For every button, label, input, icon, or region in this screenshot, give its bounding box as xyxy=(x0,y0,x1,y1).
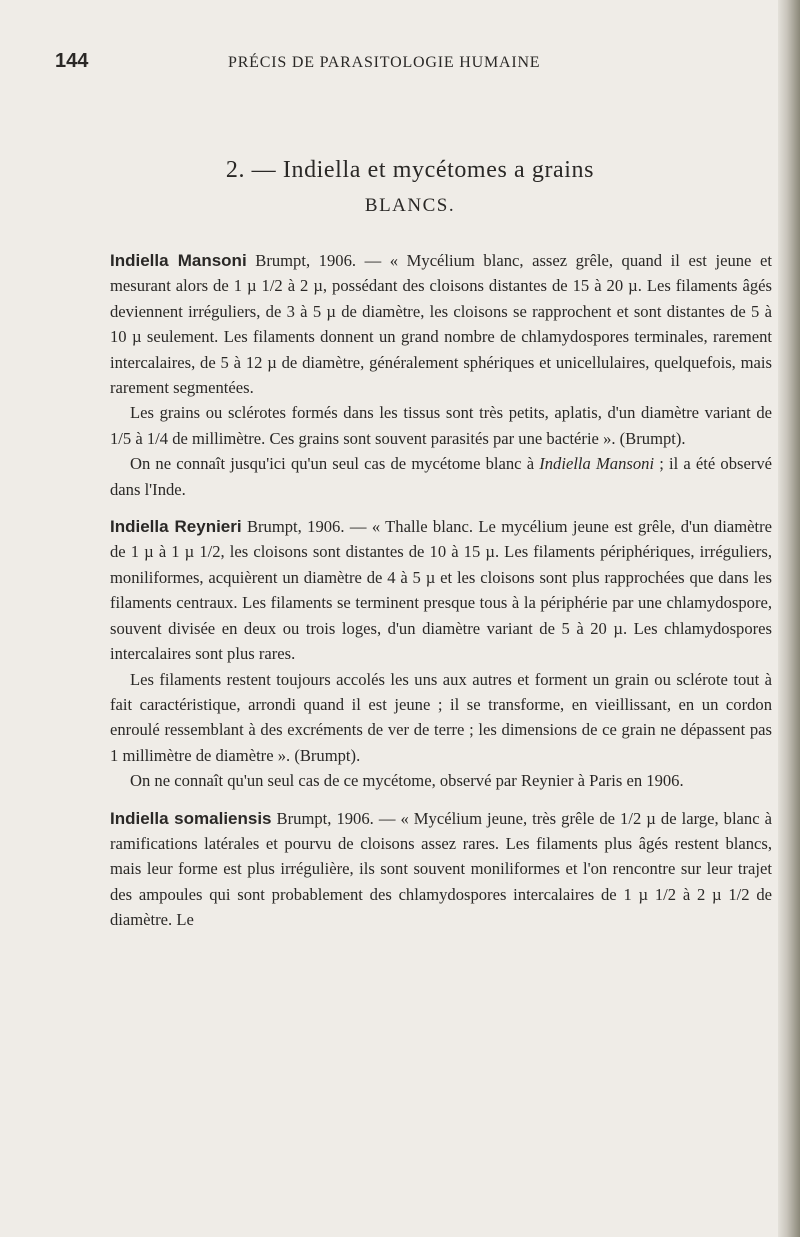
paragraph-text: Les filaments restent toujours accolés les uns aux autres et forment un grain ou sclérote tout à fait caractéristique, arrondi quand il est jeune ; il se transforme, en vieillissant, en un cordon enroulé ressemblant à des excréments de ver de terre ; les dimensions de ce grain ne dépassent pas 1 millimètre de diamètre ». (Brumpt). xyxy=(110,669,772,765)
section-title xyxy=(110,152,710,224)
paragraph xyxy=(110,768,772,793)
running-head: PRÉCIS DE PARASITOLOGIE HUMAINE xyxy=(228,54,541,71)
entry-indiella-reynieri xyxy=(110,514,772,666)
paragraph-text: On ne connaît jusqu'ici qu'un seul cas de mycétome blanc à xyxy=(130,454,540,474)
paragraph-text: Brumpt, 1906. — « Mycélium jeune, très grêle de 1/2 µ de large, blanc à ramifications latérales et pourvu de cloisons assez rares. Les filaments plus âgés restent blancs, mais leur forme est plus irrégulière, ils sont souvent moniliformes et l'on rencontre sur leur trajet des ampoules qui sont probablement des chlamydospores intercalaires de 1 µ 1/2 à 2 µ 1/2 de diamètre. Le xyxy=(110,808,772,930)
section-title-line1: 2. — Indiella et mycétomes a grains xyxy=(225,157,595,183)
paragraph xyxy=(110,667,772,769)
species-name: Indiella somaliensis xyxy=(110,808,272,828)
species-italic: Indiella Mansoni xyxy=(539,454,655,474)
species-name: Indiella Mansoni xyxy=(110,251,247,270)
paragraph-text: Les grains ou sclérotes formés dans les tissus sont très petits, aplatis, d'un diamètre variant de 1/5 à 1/4 de millimètre. Ces grains sont souvent parasités par une bactérie ». (Brumpt). xyxy=(110,403,772,448)
page-header xyxy=(0,50,780,80)
paragraph xyxy=(110,400,772,451)
section-title-line2: BLANCS. xyxy=(364,195,456,216)
paragraph-text: Brumpt, 1906. — « Thalle blanc. Le mycélium jeune est grêle, d'un diamètre de 1 µ à 1 µ 1/2, les cloisons sont distantes de 10 à 15 µ. Les filaments périphériques, irréguliers, moniliformes, acquièrent un diamètre de 4 à 5 µ et les cloisons sont plus rapprochées que dans les filaments centraux. Les filaments se terminent presque tous à la périphérie par une chlamydospore, souvent divisée en deux ou trois loges, d'un diamètre variant de 5 à 20 µ. Les chlamydospores intercalaires sont plus rares. xyxy=(110,517,772,664)
page-number: 144 xyxy=(55,50,89,72)
species-name: Indiella Reynieri xyxy=(110,517,242,537)
entry-indiella-somaliensis xyxy=(110,806,772,933)
page-edge-shadow xyxy=(778,0,800,1237)
paragraph-text: On ne connaît qu'un seul cas de ce mycétome, observé par Reynier à Paris en 1906. xyxy=(130,771,684,791)
body-text xyxy=(110,248,772,933)
paragraph-text: ; il a été observé dans l'Inde. xyxy=(110,454,773,499)
paragraph xyxy=(110,451,772,502)
paragraph-text: Brumpt, 1906. — « Mycélium blanc, assez grêle, quand il est jeune et mesurant alors de 1 µ 1/2 à 2 µ, possédant des cloisons distantes de 15 à 20 µ. Les filaments âgés deviennent irréguliers, de 3 à 5 µ de diamètre, les cloisons se rapprochent et sont distantes de 5 à 10 µ seulement. Les filaments donnent un grand nombre de chlamydospores terminales, rarement intercalaires, de 5 à 12 µ de diamètre, généralement sphériques et unicellulaires, quelquefois, mais rarement segmentées. xyxy=(110,251,772,398)
entry-indiella-mansoni xyxy=(110,248,772,400)
